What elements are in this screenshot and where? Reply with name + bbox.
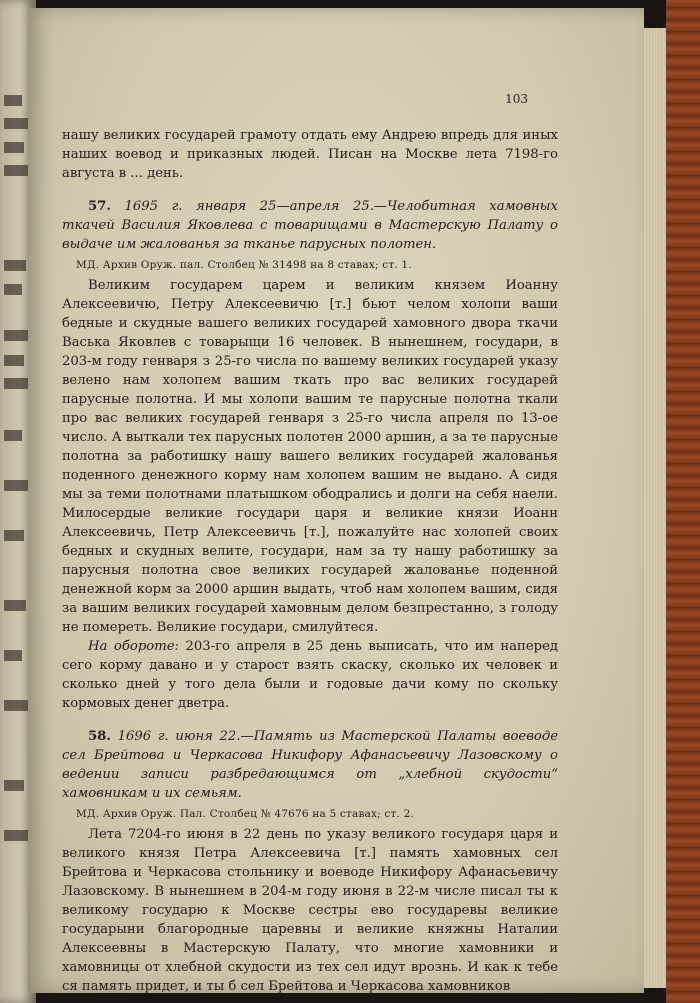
page-text xyxy=(62,126,558,996)
doc58-archive: МД. Архив Оруж. Пал. Столбец № 47676 на 5 ставах; ст. 2. xyxy=(76,808,414,820)
doc57-archive: МД. Архив Оруж. пал. Столбец № 31498 на 8 ставах; ст. 1. xyxy=(76,259,412,271)
doc57-reverse-text: 203-го апреля в 25 день выписать, что им наперед сего корму давано и у старост взять скаску, сколько их человек и сколько дней у того дела были и годовые дачи кому по скольку кормовых денег дветра. xyxy=(62,639,558,711)
book-page xyxy=(28,8,644,993)
continuation-paragraph: нашу великих государей грамоту отдать ему Андрею впредь для иных наших воевод и приказных людей. Писан на Москве лета 7198-го августа в ... день. xyxy=(62,128,558,181)
doc58-number: 58. xyxy=(88,729,111,744)
doc58-heading xyxy=(62,727,558,803)
doc57-title: 1695 г. января 25—апреля 25.—Челобитная хамовных ткачей Василия Яковлева с товарищами в Мастерскую Палату о выдаче им жалованья за тканье парусных полотен. xyxy=(62,199,558,252)
page-number: 103 xyxy=(505,92,528,106)
doc58-body: Лета 7204-го июня в 22 день по указу великого государя царя и великого князя Петра Алексеевича [т.] память хамовных сел Брейтова и Черкасова стольнику и воеводе Никифору Афанасьевичу Лазовскому. В нынешнем в 204-м году июня в 22-м числе писал ты к великому государю к Москве сестры ево государевы великие государыни благородные царевны и великие княжны Наталии Алексеевны в Мастерскую Палату, что многие хамовники и хамовницы от хлебной скудости из тех сел идут врознь. И как к тебе ся память придет, и ты б сел Брейтова и Черкасова хамовников xyxy=(62,827,558,994)
doc57-body: Великим государем царем и великим князем Иоанну Алексеевичю, Петру Алексеевичю [т.] бьют челом холопи ваши бедные и скудные вашего великих государей хамовного двора ткачи Васька Яковлев с товарыщи 16 человек. В нынешнем, государи, в 203-м году генваря з 25-го числа по вашему великих государей указу велено нам холопем вашим ткать про вас великих государей парусные полотна. И мы холопи вашим те парусные полотна ткали про вас великих государей генваря з 25-го числа апреля по 13-ое число. А выткали тех парусных полотен 2000 аршин, а за те парусные полотна за работишку нашу вашего великих государей жалованья поденного денежного корму нам холопем вашим не выдано. А сидя мы за теми полотнами платышком ободрались и долги на себя наели. Милосердые великие государи царя и великие князи Иоанн Алексеевичь, Петр Алексеевичь [т.], пожалуйте нас холопей своих бедных и скудных велите, государи, нам за ту нашу работишку за парусныя полотна свое великих государей жалованье поденной денежной корм за 2000 аршин выдать, чтоб нам холопем вашим, сидя за вашим великих государей хамовным делом безпрестанно, з голоду не помереть. Великие государи, смилуйтеся. xyxy=(62,278,558,635)
doc57-number: 57. xyxy=(88,199,111,214)
doc58-title: 1696 г. июня 22.—Память из Мастерской Палаты воеводе сел Брейтова и Черкасова Никифору Афанасьевичу Лазовскому о ведении записи разбредающимся от „хлебной скудости“ хамовникам и их семьям. xyxy=(62,729,558,801)
book-binding xyxy=(666,0,700,1003)
doc57-reverse xyxy=(62,637,558,713)
doc57-reverse-label: На обороте: xyxy=(88,639,179,654)
doc57-heading xyxy=(62,197,558,254)
page-edges xyxy=(642,28,666,988)
